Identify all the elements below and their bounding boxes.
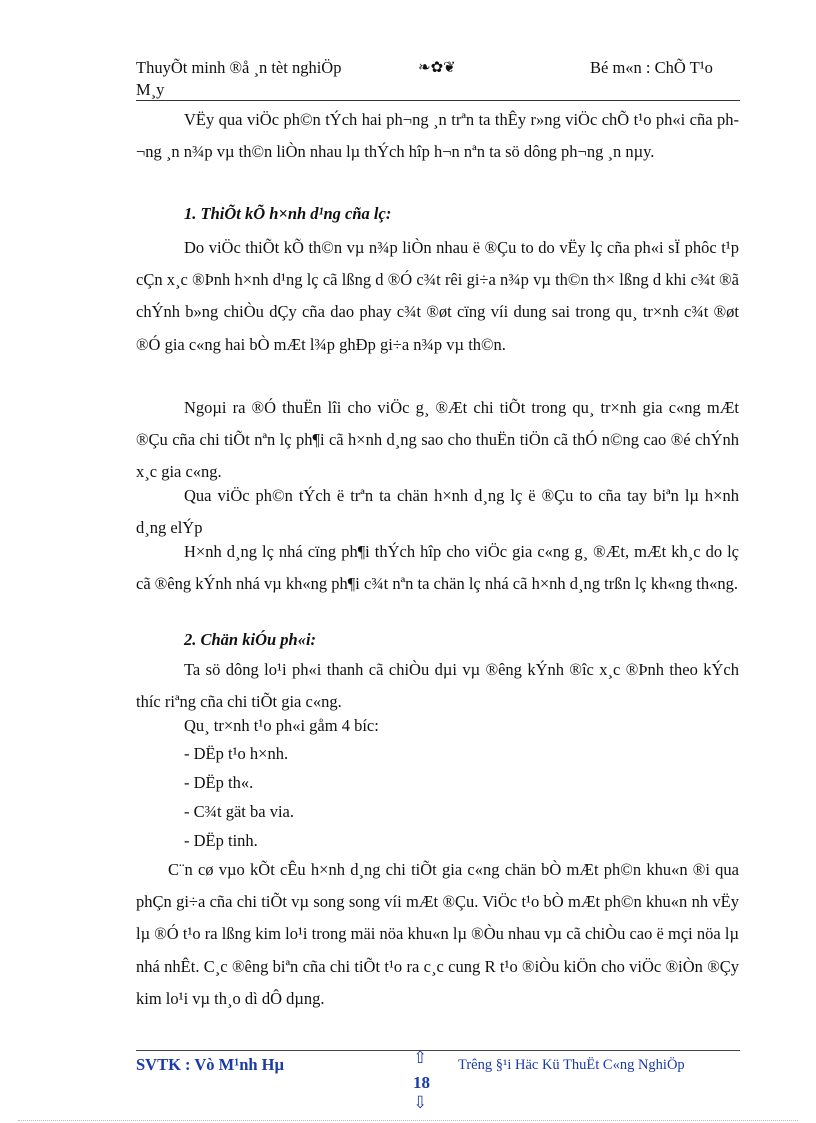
steps-intro: Qu¸ tr×nh t¹o ph«i gåm 4 bíc: — [184, 716, 379, 735]
step-item: - DËp th«. — [184, 773, 254, 792]
section-heading-2: 2. Chän kiÓu ph«i: — [184, 630, 317, 649]
section-heading-1: 1. ThiÕt kÕ h×nh d¹ng cña lç: — [184, 204, 392, 223]
paragraph-2: Ngoµi ra ®Ó thuËn lîi cho viÖc g¸ ®Æt chi tiÕt trong qu¸ tr×nh gia c«ng mÆt ®Çu cña chi tiÕt nªn lç ph¶i cã h×nh d¸ng sao cho thuËn tiÖn cã thÓ n©ng cao ®é chÝnh x¸c gia c«ng. — [136, 398, 739, 482]
footer-rule — [136, 1050, 740, 1051]
page-number: 18 — [413, 1073, 430, 1092]
step-item: - C¾t gät ba via. — [184, 802, 294, 821]
header-rule — [136, 100, 740, 101]
paragraph-6: C¨n cø vµo kÕt cÊu h×nh d¸ng chi tiÕt gia c«ng chän bÒ mÆt ph©n khu«n ®i qua phÇn gi÷a cña chi tiÕt vµ song song víi mÆt ®Çu. ViÖc t¹o bÒ mÆt ph©n khu«n nh vËy lµ ®Ó t¹o ra lßng kim lo¹i trong mäi nöa khu«n lµ ®Òu nhau vµ cã chiÒu cao ë mçi nöa lµ nhá nhÊt. C¸c ®êng biªn cña chi tiÕt t¹o ra c¸c cung R t¹o ®iÒu kiÖn cho viÖc ®iÒn ®Çy kim lo¹i vµ th¸o dì dÔ dµng. — [136, 860, 739, 1008]
footer-author: SVTK : Vò M¹nh Hµ — [136, 1055, 285, 1074]
header-doc-title-continued: M¸y — [136, 80, 165, 99]
paragraph-3: Qua viÖc ph©n tÝch ë trªn ta chän h×nh d¸ng lç ë ®Çu to cña tay biªn lµ h×nh d¸ng elÝp — [136, 486, 739, 538]
paragraph-4: H×nh d¸ng lç nhá cïng ph¶i thÝch hîp cho viÖc gia c«ng g¸ ®Æt, mÆt kh¸c do lç cã ®êng kÝnh nhá vµ kh«ng ph¶i c¾t nªn ta chän lç nhá cã h×nh d¸ng trßn lç kh«ng th«ng. — [136, 542, 739, 594]
intro-paragraph: VËy qua viÖc ph©n tÝch hai ph¬ng ¸n trªn ta thÊy r»ng viÖc chÕ t¹o ph«i cña ph¬ng ¸n n¾p vµ th©n liÒn nhau lµ thÝch hîp h¬n nªn ta sö dông ph¬ng ¸n nµy. — [136, 110, 739, 162]
next-page-arrow-icon[interactable]: ⇩ — [413, 1093, 428, 1112]
header-ornament-icon: ❧✿❦ — [418, 60, 456, 76]
footer-school: Trêng §¹i Häc Kü ThuËt C«ng NghiÖp — [458, 1057, 685, 1073]
step-item: - DËp t¹o h×nh. — [184, 744, 289, 763]
paragraph-1: Do viÖc thiÕt kÕ th©n vµ n¾p liÒn nhau ë ®Çu to do vËy lç cña ph«i sÏ phôc t¹p cÇn x¸c ®Þnh h×nh d¹ng lç cã lßng d ®Ó c¾t rêi gi÷a n¾p vµ th©n th× lßng d khi c¾t ®ã chÝnh b»ng chiÒu dÇy cña dao phay c¾t ®øt cïng víi dung sai trong qu¸ tr×nh c¾t ®øt ®Ó gia c«ng hai bÒ mÆt l¾p ghÐp gi÷a n¾p vµ th©n. — [136, 238, 739, 354]
page-bottom-dotted-border — [18, 1120, 798, 1121]
step-item: - DËp tinh. — [184, 831, 258, 850]
paragraph-5: Ta sö dông lo¹i ph«i thanh cã chiÒu dµi vµ ®êng kÝnh ®îc x¸c ®Þnh theo kÝch thíc riªng cña chi tiÕt gia c«ng. — [136, 660, 739, 712]
header-doc-title: ThuyÕt minh ®å ¸n tèt nghiÖp — [136, 58, 342, 77]
previous-page-arrow-icon[interactable]: ⇧ — [413, 1048, 428, 1067]
header-department: Bé m«n : ChÕ T¹o — [590, 58, 713, 77]
